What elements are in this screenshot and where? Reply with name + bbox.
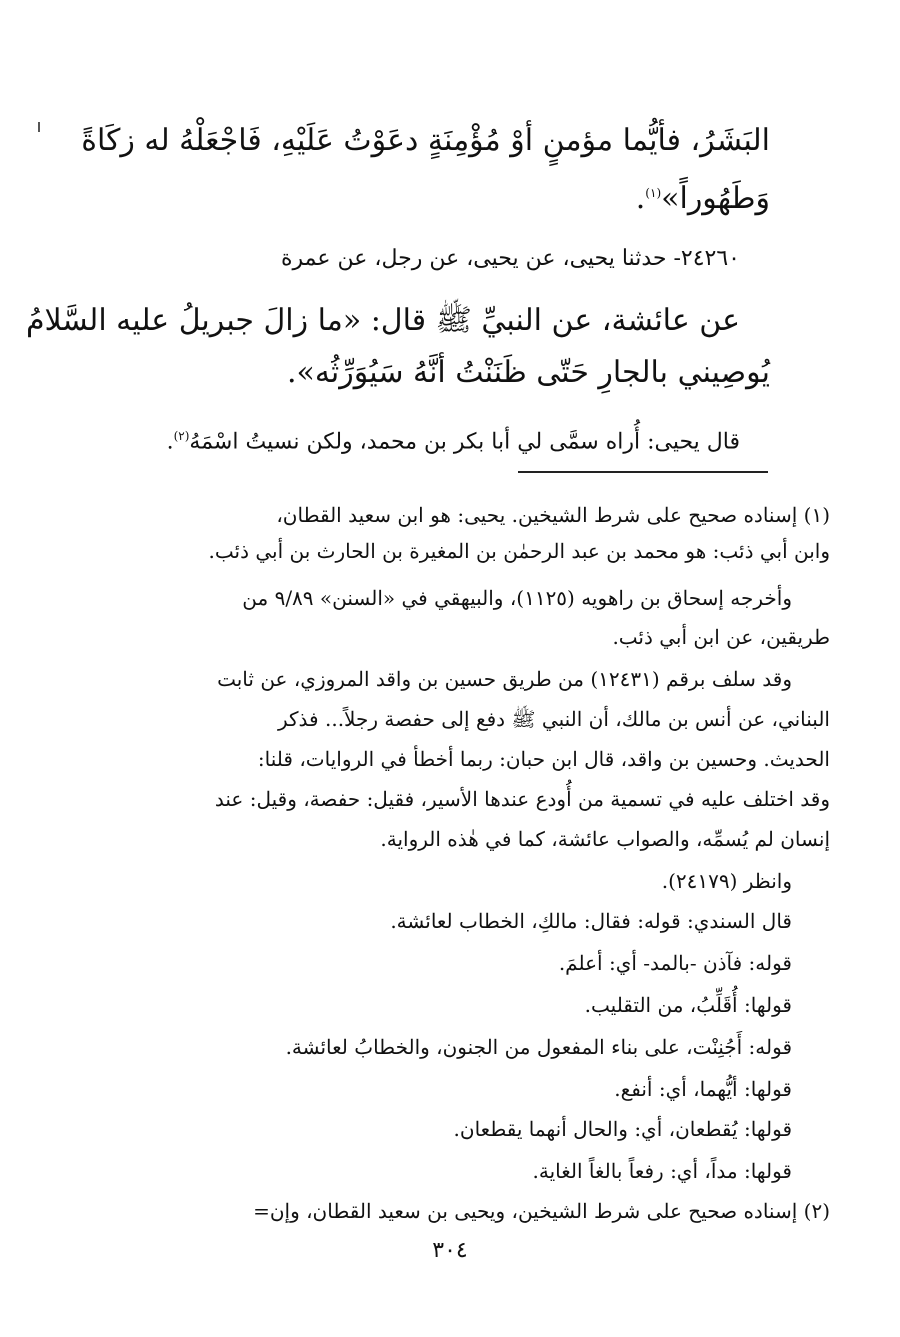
footnote-ref-1: (١) — [645, 186, 662, 200]
footnote-line: وانظر (٢٤١٧٩). — [661, 869, 792, 893]
main-line-6: قال يحيى: أُراه سمَّى لي أبا بكر بن محمد، ولكن نسيتُ اسْمَهُ$^{(٢)}$. — [166, 429, 740, 455]
main-line-4: عن عائشة، عن النبيِّ ﷺ قال: «ما زالَ جبريلُ عليه السَّلامُ — [25, 303, 740, 338]
footnote-line: البناني، عن أنس بن مالك، أن النبي ﷺ دفع إلى حفصة رجلاً... فذكر — [278, 707, 830, 731]
main-line-1: البَشَرُ، فأيُّما مؤمنٍ أوْ مُؤْمِنَةٍ دعَوْتُ عَلَيْهِ، فَاجْعَلْهُ له زكَاةً — [81, 123, 770, 158]
footnote-line: قولها: أيُّهما، أي: أنفع. — [614, 1077, 792, 1101]
footnote-line: طريقين، عن ابن أبي ذئب. — [612, 625, 830, 649]
main-line-5: يُوصِيني بالجارِ حَتّى ظَنَنْتُ أنَّهُ سَيُوَرِّثُه». — [286, 355, 770, 390]
main-line-2: وَطَهُوراً»$^{(١)}$. — [635, 181, 770, 216]
footnote-separator — [518, 471, 768, 473]
footnote-line: (١) إسناده صحيح على شرط الشيخين. يحيى: هو ابن سعيد القطان، — [276, 503, 830, 527]
footnote-line: قولها: أُقَلِّبُ، من التقليب. — [584, 993, 792, 1017]
page-number: ٣٠٤ — [432, 1238, 468, 1263]
footnote-line: وقد اختلف عليه في تسمية من أُودع عندها الأسير، فقيل: حفصة، وقيل: عند — [214, 787, 830, 811]
footnote-line: الحديث. وحسين بن واقد، قال ابن حبان: ربما أخطأ في الروايات، قلنا: — [257, 747, 830, 771]
hadith-isnad: ٢٤٢٦٠- حدثنا يحيى، عن يحيى، عن رجل، عن عمرة — [280, 246, 740, 271]
footnote-line: وأخرجه إسحاق بن راهويه (١١٢٥)، والبيهقي في «السنن» ٩/٨٩ من — [242, 586, 792, 610]
footnote-line: قولها: يُقطعان، أي: والحال أنهما يقطعان. — [453, 1117, 792, 1141]
footnote-line: قوله: فآذن -بالمد- أي: أعلمَ. — [558, 951, 792, 975]
footnote-ref-2: (٢) — [173, 429, 190, 443]
footnote-line: قال السندي: قوله: فقال: مالكِ، الخطاب لعائشة. — [390, 909, 792, 933]
footnote-line: (٢) إسناده صحيح على شرط الشيخين، ويحيى بن سعيد القطان، وإن= — [253, 1199, 830, 1223]
footnote-line: قولها: مداً، أي: رفعاً بالغاً الغاية. — [532, 1159, 792, 1183]
footnote-line: إنسان لم يُسمِّه، والصواب عائشة، كما في هٰذه الرواية. — [380, 827, 830, 851]
footnote-line: قوله: أَجُنِنْت، على بناء المفعول من الجنون، والخطابُ لعائشة. — [285, 1035, 792, 1059]
footnote-line: وابن أبي ذئب: هو محمد بن عبد الرحمٰن بن المغيرة بن الحارث بن أبي ذئب. — [208, 539, 830, 563]
footnote-line: وقد سلف برقم (١٢٤٣١) من طريق حسين بن واقد المروزي، عن ثابت — [217, 667, 792, 691]
